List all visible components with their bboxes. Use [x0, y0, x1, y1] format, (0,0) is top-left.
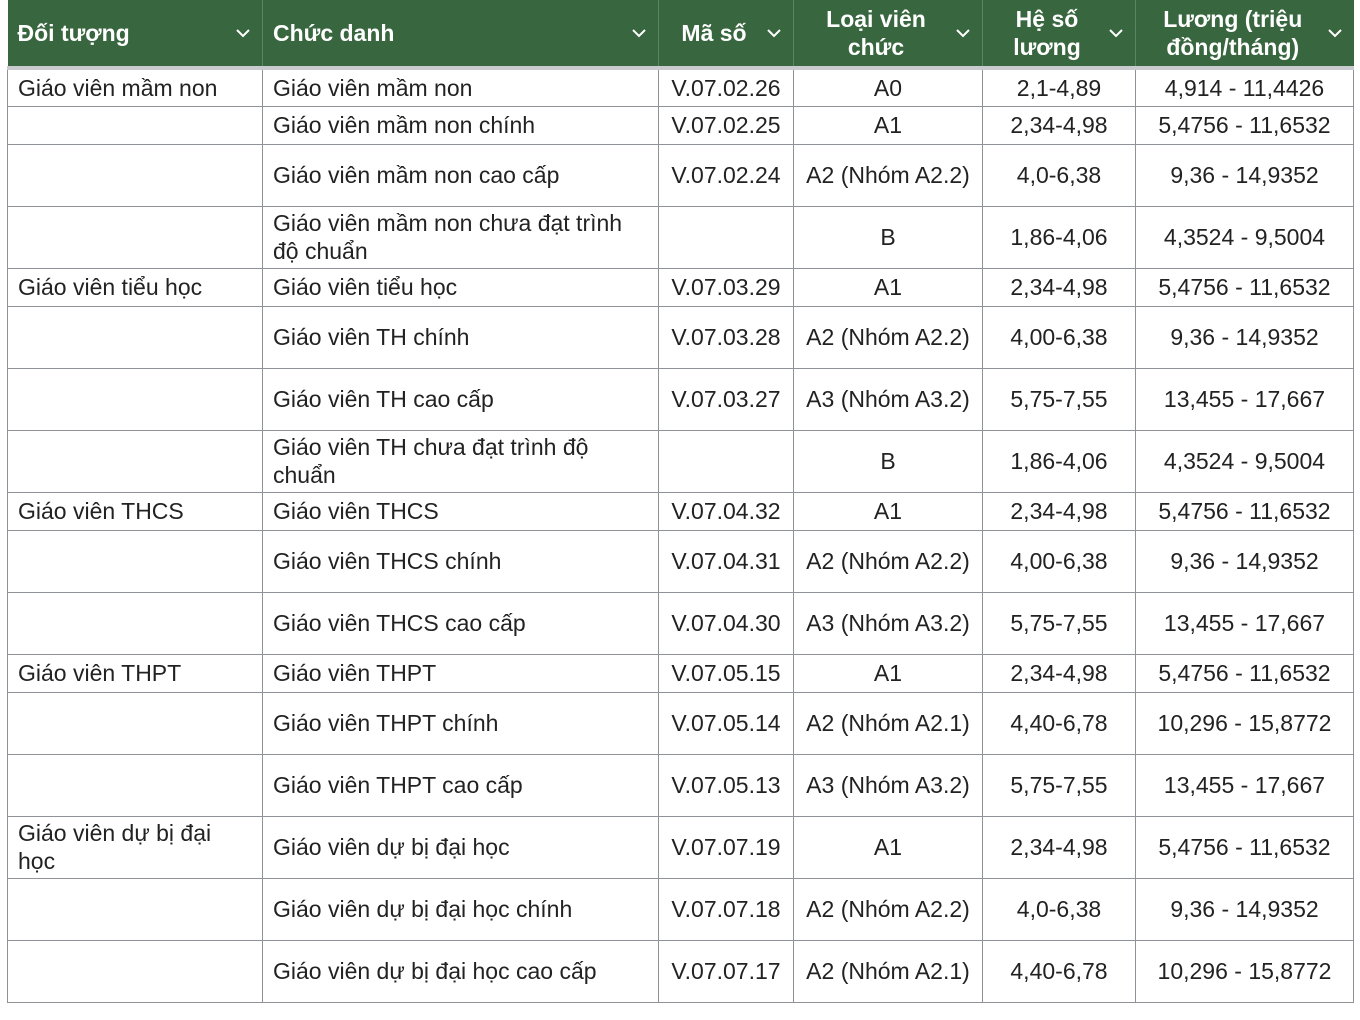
column-header-he-so-luong[interactable] — [983, 0, 1136, 68]
cell-loai-vien-chuc: A2 (Nhóm A2.1) — [794, 940, 983, 1002]
cell-chuc-danh: Giáo viên TH cao cấp — [263, 368, 659, 430]
cell-ma-so — [659, 430, 794, 492]
cell-he-so-luong: 2,34-4,98 — [983, 816, 1136, 878]
cell-he-so-luong: 4,00-6,38 — [983, 306, 1136, 368]
cell-luong: 13,455 - 17,667 — [1136, 754, 1354, 816]
cell-he-so-luong: 2,1-4,89 — [983, 68, 1136, 106]
cell-chuc-danh: Giáo viên tiểu học — [263, 268, 659, 306]
cell-luong: 5,4756 - 11,6532 — [1136, 492, 1354, 530]
table-body — [8, 68, 1354, 1002]
cell-ma-so: V.07.03.28 — [659, 306, 794, 368]
cell-doi-tuong: Giáo viên dự bị đại học — [8, 816, 263, 878]
column-header-loai-vien-chuc[interactable] — [794, 0, 983, 68]
cell-chuc-danh: Giáo viên THCS — [263, 492, 659, 530]
cell-luong: 5,4756 - 11,6532 — [1136, 106, 1354, 144]
cell-he-so-luong: 4,40-6,78 — [983, 692, 1136, 754]
column-header-doi-tuong[interactable] — [8, 0, 263, 68]
cell-luong: 10,296 - 15,8772 — [1136, 940, 1354, 1002]
table-row — [8, 206, 1354, 268]
cell-chuc-danh: Giáo viên dự bị đại học chính — [263, 878, 659, 940]
cell-luong: 13,455 - 17,667 — [1136, 368, 1354, 430]
chevron-down-icon[interactable] — [765, 24, 783, 42]
table-row — [8, 654, 1354, 692]
table-row — [8, 268, 1354, 306]
cell-he-so-luong: 2,34-4,98 — [983, 492, 1136, 530]
cell-doi-tuong — [8, 692, 263, 754]
cell-doi-tuong — [8, 530, 263, 592]
table-row — [8, 754, 1354, 816]
cell-loai-vien-chuc: A2 (Nhóm A2.2) — [794, 306, 983, 368]
cell-loai-vien-chuc: A2 (Nhóm A2.2) — [794, 878, 983, 940]
cell-loai-vien-chuc: A0 — [794, 68, 983, 106]
cell-he-so-luong: 2,34-4,98 — [983, 654, 1136, 692]
cell-doi-tuong — [8, 940, 263, 1002]
cell-loai-vien-chuc: A2 (Nhóm A2.2) — [794, 530, 983, 592]
table-row — [8, 940, 1354, 1002]
cell-doi-tuong — [8, 106, 263, 144]
cell-chuc-danh: Giáo viên TH chưa đạt trình độ chuẩn — [263, 430, 659, 492]
cell-luong: 10,296 - 15,8772 — [1136, 692, 1354, 754]
cell-doi-tuong — [8, 368, 263, 430]
table-row — [8, 878, 1354, 940]
table-row — [8, 692, 1354, 754]
cell-chuc-danh: Giáo viên TH chính — [263, 306, 659, 368]
cell-chuc-danh: Giáo viên THCS chính — [263, 530, 659, 592]
cell-loai-vien-chuc: A1 — [794, 654, 983, 692]
cell-ma-so: V.07.02.26 — [659, 68, 794, 106]
cell-ma-so: V.07.03.27 — [659, 368, 794, 430]
cell-luong: 5,4756 - 11,6532 — [1136, 268, 1354, 306]
cell-luong: 9,36 - 14,9352 — [1136, 144, 1354, 206]
cell-ma-so: V.07.07.17 — [659, 940, 794, 1002]
cell-he-so-luong: 5,75-7,55 — [983, 368, 1136, 430]
column-header-label: Loại viên chức — [826, 6, 926, 60]
cell-he-so-luong: 4,0-6,38 — [983, 878, 1136, 940]
cell-he-so-luong: 5,75-7,55 — [983, 754, 1136, 816]
cell-doi-tuong: Giáo viên mầm non — [8, 68, 263, 106]
cell-doi-tuong: Giáo viên THPT — [8, 654, 263, 692]
cell-loai-vien-chuc: A3 (Nhóm A3.2) — [794, 368, 983, 430]
cell-chuc-danh: Giáo viên dự bị đại học — [263, 816, 659, 878]
cell-chuc-danh: Giáo viên THPT cao cấp — [263, 754, 659, 816]
table-row — [8, 68, 1354, 106]
cell-he-so-luong: 2,34-4,98 — [983, 106, 1136, 144]
table-row — [8, 306, 1354, 368]
cell-chuc-danh: Giáo viên mầm non chính — [263, 106, 659, 144]
chevron-down-icon[interactable] — [1107, 24, 1125, 42]
cell-doi-tuong — [8, 206, 263, 268]
cell-doi-tuong — [8, 306, 263, 368]
column-header-label: Chức danh — [273, 20, 395, 46]
cell-doi-tuong — [8, 592, 263, 654]
cell-ma-so: V.07.05.13 — [659, 754, 794, 816]
cell-ma-so: V.07.04.30 — [659, 592, 794, 654]
cell-loai-vien-chuc: B — [794, 206, 983, 268]
cell-he-so-luong: 1,86-4,06 — [983, 206, 1136, 268]
cell-ma-so: V.07.03.29 — [659, 268, 794, 306]
column-header-luong[interactable] — [1136, 0, 1354, 68]
cell-chuc-danh: Giáo viên dự bị đại học cao cấp — [263, 940, 659, 1002]
chevron-down-icon[interactable] — [1326, 24, 1344, 42]
cell-chuc-danh: Giáo viên THCS cao cấp — [263, 592, 659, 654]
cell-loai-vien-chuc: A1 — [794, 492, 983, 530]
cell-luong: 9,36 - 14,9352 — [1136, 530, 1354, 592]
cell-ma-so — [659, 206, 794, 268]
cell-ma-so: V.07.05.15 — [659, 654, 794, 692]
cell-ma-so: V.07.02.25 — [659, 106, 794, 144]
cell-chuc-danh: Giáo viên THPT — [263, 654, 659, 692]
cell-he-so-luong: 4,0-6,38 — [983, 144, 1136, 206]
table-row — [8, 430, 1354, 492]
cell-ma-so: V.07.04.31 — [659, 530, 794, 592]
cell-he-so-luong: 5,75-7,55 — [983, 592, 1136, 654]
cell-he-so-luong: 4,00-6,38 — [983, 530, 1136, 592]
cell-chuc-danh: Giáo viên mầm non cao cấp — [263, 144, 659, 206]
column-header-label: Lương (triệu đồng/tháng) — [1163, 6, 1303, 60]
cell-luong: 5,4756 - 11,6532 — [1136, 654, 1354, 692]
cell-doi-tuong: Giáo viên THCS — [8, 492, 263, 530]
cell-loai-vien-chuc: A1 — [794, 268, 983, 306]
cell-doi-tuong: Giáo viên tiểu học — [8, 268, 263, 306]
cell-ma-so: V.07.05.14 — [659, 692, 794, 754]
chevron-down-icon[interactable] — [234, 24, 252, 42]
cell-loai-vien-chuc: B — [794, 430, 983, 492]
cell-luong: 4,3524 - 9,5004 — [1136, 430, 1354, 492]
table-row — [8, 106, 1354, 144]
salary-table — [7, 0, 1354, 1003]
cell-doi-tuong — [8, 878, 263, 940]
column-header-label: Mã số — [681, 20, 747, 46]
column-header-chuc-danh[interactable] — [263, 0, 659, 68]
table-row — [8, 368, 1354, 430]
table-row — [8, 144, 1354, 206]
cell-loai-vien-chuc: A1 — [794, 816, 983, 878]
table-header — [8, 0, 1354, 68]
cell-loai-vien-chuc: A3 (Nhóm A3.2) — [794, 592, 983, 654]
cell-loai-vien-chuc: A2 (Nhóm A2.2) — [794, 144, 983, 206]
cell-ma-so: V.07.07.18 — [659, 878, 794, 940]
table-row — [8, 492, 1354, 530]
cell-luong: 4,914 - 11,4426 — [1136, 68, 1354, 106]
cell-luong: 4,3524 - 9,5004 — [1136, 206, 1354, 268]
cell-doi-tuong — [8, 430, 263, 492]
cell-luong: 13,455 - 17,667 — [1136, 592, 1354, 654]
cell-he-so-luong: 2,34-4,98 — [983, 268, 1136, 306]
table-row — [8, 592, 1354, 654]
cell-he-so-luong: 4,40-6,78 — [983, 940, 1136, 1002]
cell-chuc-danh: Giáo viên mầm non chưa đạt trình độ chuẩn — [263, 206, 659, 268]
cell-doi-tuong — [8, 144, 263, 206]
cell-he-so-luong: 1,86-4,06 — [983, 430, 1136, 492]
cell-luong: 9,36 - 14,9352 — [1136, 306, 1354, 368]
table-row — [8, 816, 1354, 878]
cell-ma-so: V.07.04.32 — [659, 492, 794, 530]
cell-chuc-danh: Giáo viên THPT chính — [263, 692, 659, 754]
table-row — [8, 530, 1354, 592]
cell-ma-so: V.07.02.24 — [659, 144, 794, 206]
cell-loai-vien-chuc: A3 (Nhóm A3.2) — [794, 754, 983, 816]
column-header-ma-so[interactable] — [659, 0, 794, 68]
column-header-label: Đối tượng — [17, 20, 130, 46]
cell-luong: 9,36 - 14,9352 — [1136, 878, 1354, 940]
cell-loai-vien-chuc: A1 — [794, 106, 983, 144]
chevron-down-icon[interactable] — [630, 24, 648, 42]
cell-loai-vien-chuc: A2 (Nhóm A2.1) — [794, 692, 983, 754]
chevron-down-icon[interactable] — [954, 24, 972, 42]
cell-doi-tuong — [8, 754, 263, 816]
cell-ma-so: V.07.07.19 — [659, 816, 794, 878]
cell-chuc-danh: Giáo viên mầm non — [263, 68, 659, 106]
cell-luong: 5,4756 - 11,6532 — [1136, 816, 1354, 878]
column-header-label: Hệ số lương — [1013, 6, 1081, 60]
